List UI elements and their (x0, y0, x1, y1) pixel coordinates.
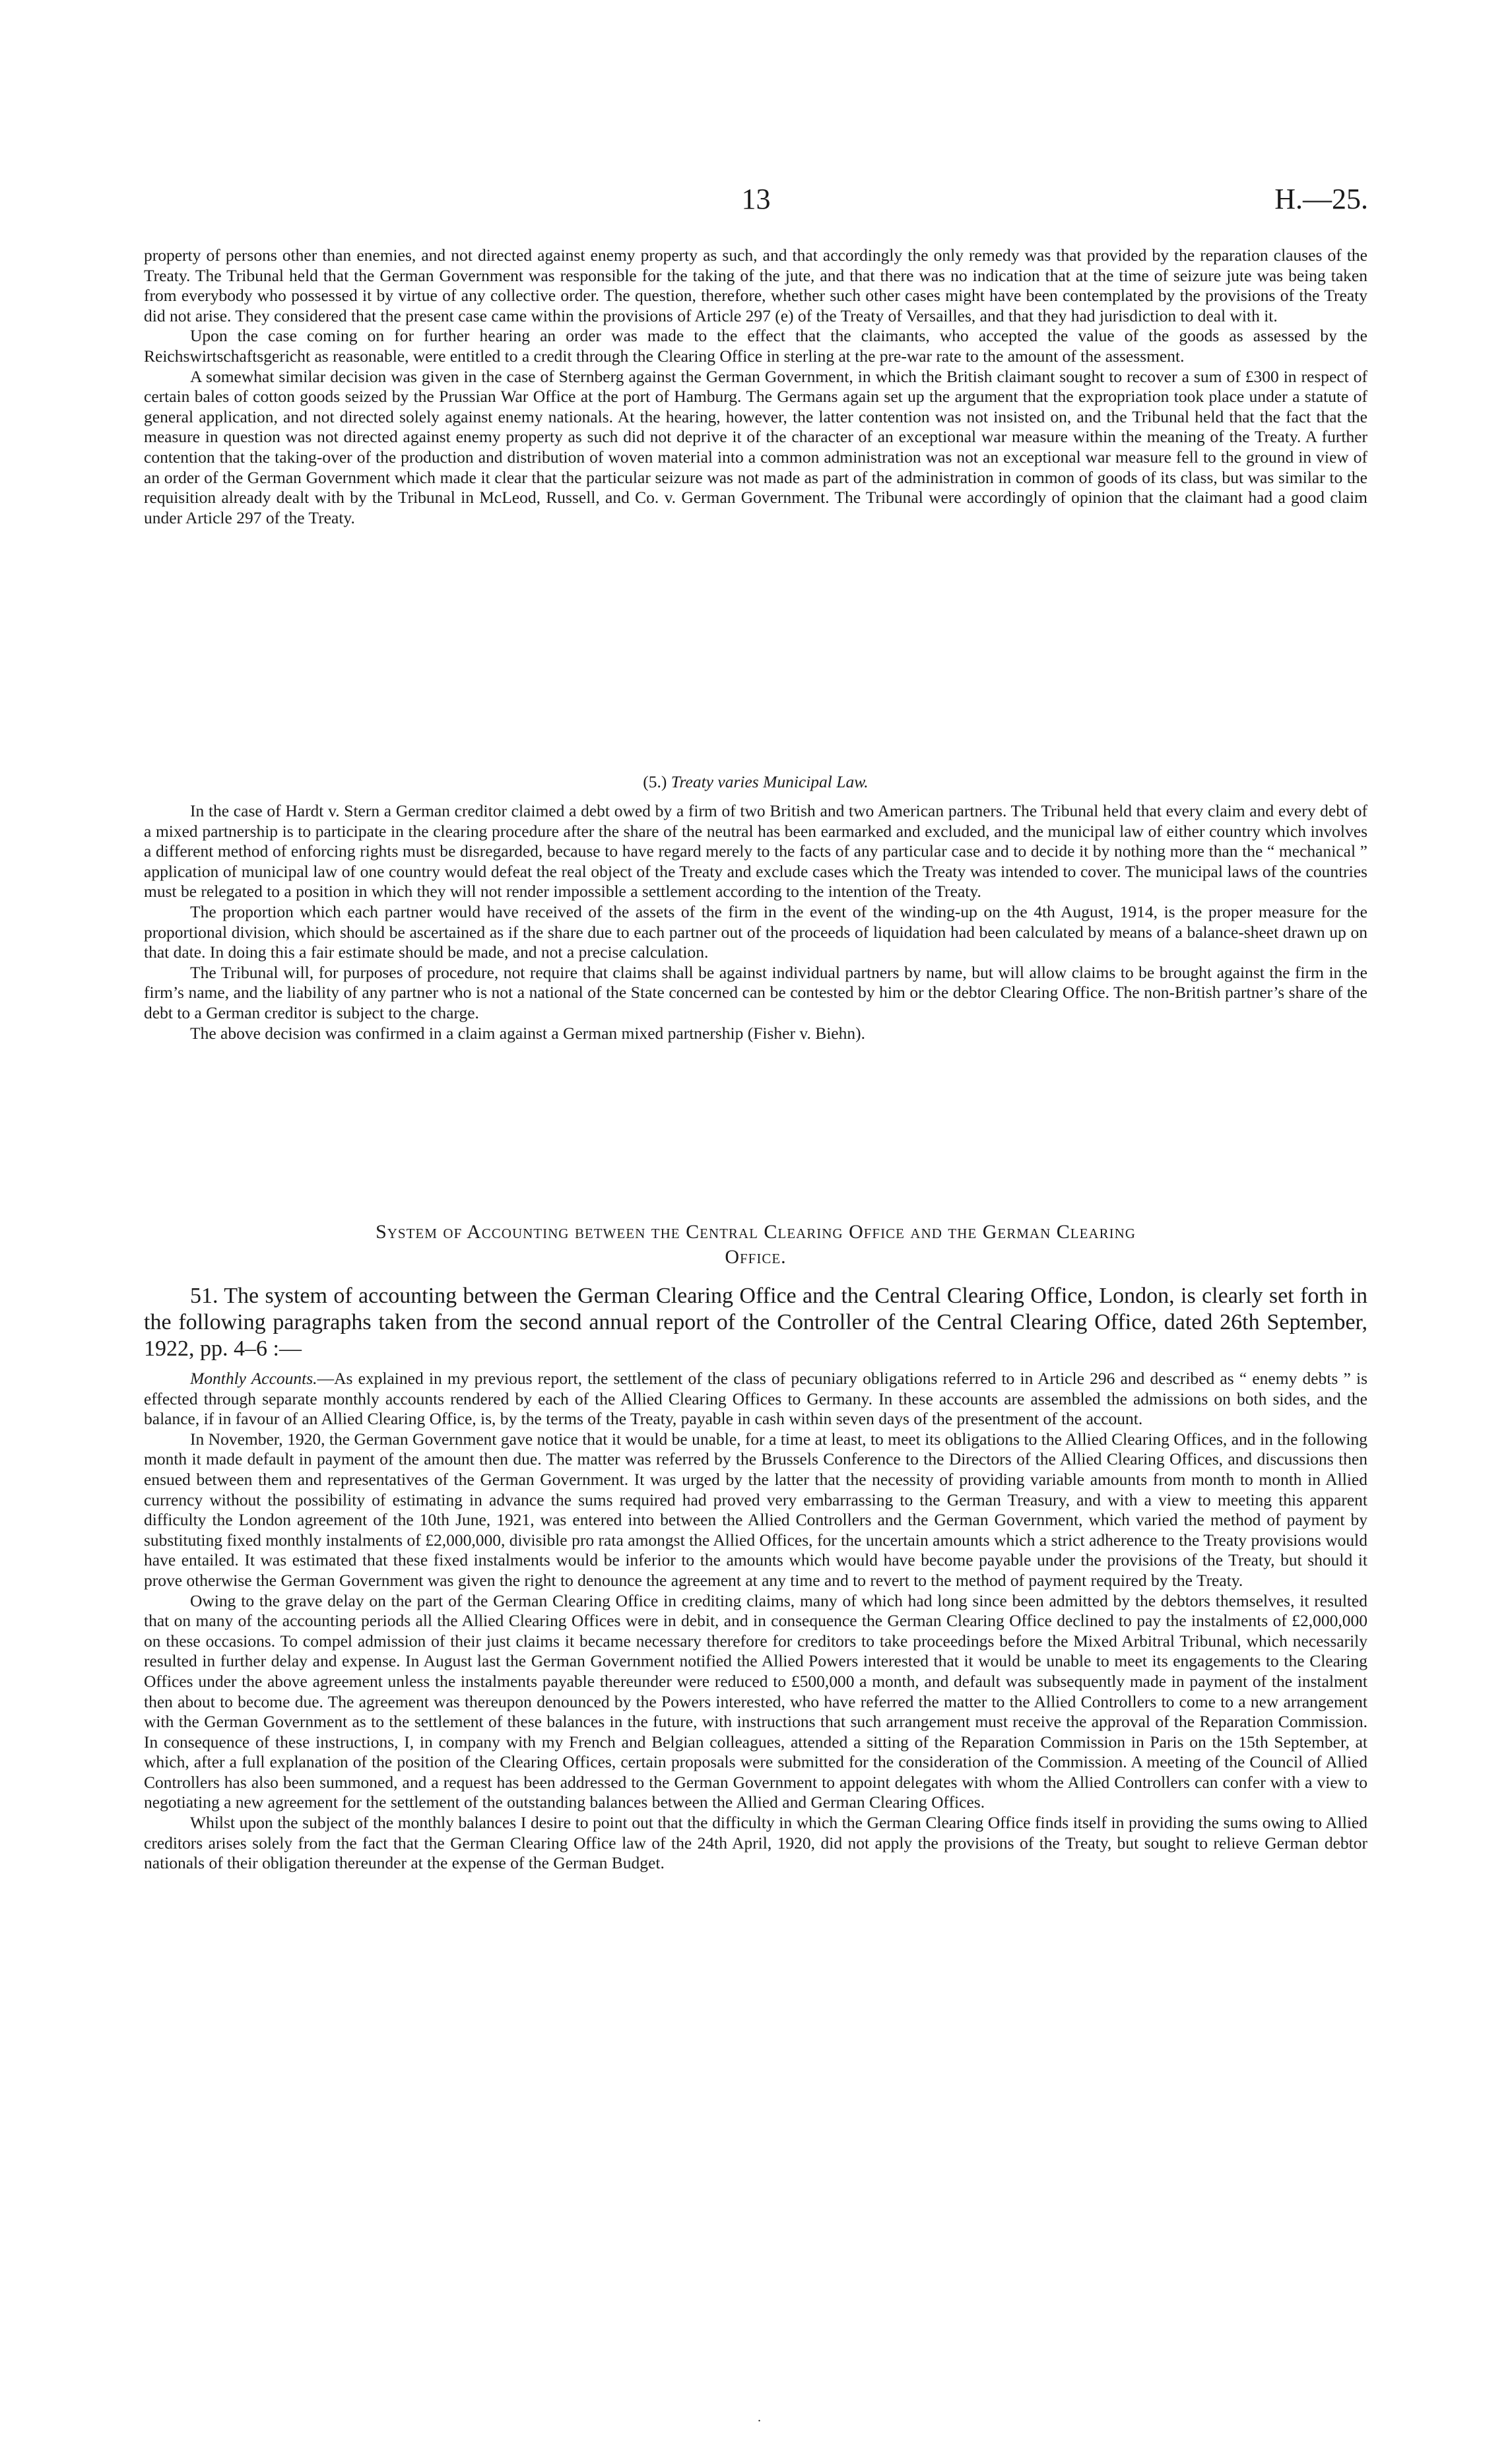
page-header (144, 177, 1368, 223)
footer-mark: . (758, 2410, 761, 2425)
paragraph: A somewhat similar decision was given in the case of Sternberg against the German Government, in which the British claimant sought to recover a sum of £300 in respect of certain bales of cotton goods seized by the Prussian War Office at the port of Hamburg. The Germans again set up the argument that the expropriation took place under a statute of general application, and not directed solely against enemy nationals. At the hearing, however, the latter contention was not insisted on, and the Tribunal held that the fact that the measure in question was not directed against enemy property as such did not deprive it of the character of an exceptional war measure within the meaning of the Treaty. A further contention that the taking-over of the production and distribution of woven material into a common administration was not an exceptional war measure fell to the ground in view of an order of the German Government which made it clear that the particular seizure was not made as part of the administration in common of goods of its class, but was similar to the requisition already dealt with by the Tribunal in McLeod, Russell, and Co. v. German Government. The Tribunal were accordingly of opinion that the claimant had a good claim under Article 297 of the Treaty. (144, 366, 1367, 527)
document-reference: H.—25. (1274, 183, 1368, 215)
paragraph: Owing to the grave delay on the part of the German Clearing Office in crediting claims, many of which had long since been admitted by the debtors themselves, it resulted that on many of the accounting periods all the Allied Clearing Offices were in debit, and in consequence the German Clearing Office declined to pay the instalments of £2,000,000 on these occasions. To compel admission of their just claims it became necessary therefore for creditors to take proceedings before the Mixed Arbitral Tribunal, which necessarily resulted in further delay and expense. In August last the German Government notified the Allied Powers interested that it would be unable to meet its engagements to the Clearing Offices under the above agreement unless the instalments payable thereunder were reduced to £500,000 a month, and default was subsequently made in payment of the instalment then about to become due. The agreement was thereupon denounced by the Powers interested, who have referred the matter to the Allied Controllers to come to a new arrangement with the German Government as to the settlement of these balances in the future, with instructions that such arrangement must receive the approval of the Reparation Commission. In consequence of these instructions, I, in company with my French and Belgian colleagues, attended a sitting of the Reparation Commission in Paris on the 15th September, at which, after a full explanation of the position of the Clearing Offices, certain proposals were submitted for the consideration of the Commission. A meeting of the Council of Allied Controllers has also been summoned, and a request has been addressed to the German Government to appoint delegates with whom the Allied Controllers can confer with a view to negotiating a new agreement for the settlement of the outstanding balances between the Allied and German Clearing Offices. (144, 1591, 1367, 1812)
section-heading-line-1: System of Accounting between the Central Clearing Office and the German Clearing (376, 1221, 1136, 1243)
section-heading-line-2: Office. (725, 1246, 787, 1268)
paragraph-text: —As explained in my previous report, the settlement of the class of pecuniary obligations referred to in Article 296 and described as “ enemy debts ” is effected through separate monthly accounts rendered by each of the Allied Clearing Offices to Germany. In these accounts are assembled the admissions on both sides, and the balance, if in favour of an Allied Clearing Office, is, by the terms of the Treaty, payable in cash within seven days of the presentment of the account. (144, 1369, 1368, 1429)
paragraph: property of persons other than enemies, and not directed against enemy property as such, and that accordingly the only remedy was that provided by the reparation clauses of the Treaty. The Tribunal held that the German Government was responsible for the taking of the jute, and that there was no indication that at the time of seizure jute was being taken from everybody who possessed it by virtue of any collective order. The question, therefore, whether such other cases might have been contemplated by the provisions of the Treaty did not arise. They considered that the present case came within the provisions of Article 297 (e) of the Treaty of Versailles, and that they had jurisdiction to deal with it. (144, 246, 1367, 325)
intro-paragraph: 51. The system of accounting between the German Clearing Office and the Central Clearing Office, London, is clearly set forth in the following paragraphs taken from the second annual report of the Controller of the Central Clearing Office, dated 26th September, 1922, pp. 4–6 :— (144, 1284, 1367, 1361)
sub-heading (144, 772, 1367, 792)
paragraph: Upon the case coming on for further hearing an order was made to the effect that the claimants, who accepted the value of the goods as assessed by the Reichswirtschaftsgericht as reasonable, were entitled to a credit through the Clearing Office in sterling at the pre-war rate to the amount of the assessment. (144, 326, 1367, 366)
sub-heading-title: Treaty varies Municipal Law. (671, 772, 869, 791)
sub-heading-number: (5.) (643, 772, 667, 791)
page-number: 13 (741, 183, 771, 215)
section-jute-case (144, 246, 1367, 528)
paragraph: The proportion which each partner would have received of the assets of the firm in the event of the winding-up on the 4th August, 1914, is the proper measure for the proportional division, which should be ascertained as if the share due to each partner out of the proceeds of liquidation had been calculated by means of a balance-sheet drawn up on that date. In doing this a fair estimate should be made, and not a precise calculation. (144, 902, 1367, 962)
paragraph: The Tribunal will, for purposes of procedure, not require that claims shall be against individual partners by name, but will allow claims to be brought against the firm in the firm’s name, and the liability of any partner who is not a national of the State concerned can be contested by him or the debtor Clearing Office. The non-British partner’s share of the debt to a German creditor is subject to the charge. (144, 962, 1367, 1022)
paragraph: In the case of Hardt v. Stern a German creditor claimed a debt owed by a firm of two British and two American partners. The Tribunal held that every claim and every debt of a mixed partnership is to participate in the clearing procedure after the share of the neutral has been earmarked and excluded, and the municipal law of either country which involves a different method of enforcing rights must be disregarded, because to have regard merely to the facts of any particular case and to decide it by nothing more than the “ mechanical ” application of municipal law of one country would defeat the real object of the Treaty and exclude cases which the Treaty was intended to cover. The municipal laws of the countries must be relegated to a position in which they will not render impossible a settlement according to the intention of the Treaty. (144, 801, 1367, 902)
section-treaty-varies-municipal-law (144, 772, 1367, 1043)
section-system-of-accounting (144, 1220, 1367, 1874)
paragraph: Whilst upon the subject of the monthly balances I desire to point out that the difficulty in which the German Clearing Office finds itself in providing the sums owing to Allied creditors arises solely from the fact that the German Clearing Office law of the 24th April, 1920, did not apply the provisions of the Treaty, but sought to relieve German debtor nationals of their obligation thereunder at the expense of the German Budget. (144, 1813, 1367, 1873)
paragraph: In November, 1920, the German Government gave notice that it would be unable, for a time at least, to meet its obligations to the Allied Clearing Offices, and in the following month it made default in payment of the amount then due. The matter was referred by the Brussels Conference to the Directors of the Allied Clearing Offices, and discussions then ensued between them and representatives of the German Government. It was urged by the latter that the necessity of providing variable amounts from month to month in Allied currency without the possibility of estimating in advance the sums required had proved very embarrassing to the German Treasury, and with a view to meeting this apparent difficulty the London agreement of the 10th June, 1921, was entered into between the Allied Controllers and the German Government, which varied the method of payment by substituting fixed monthly instalments of £2,000,000, divisible pro rata amongst the Allied Offices, for the uncertain amounts which a strict adherence to the Treaty provisions would have entailed. It was estimated that these fixed instalments would be inferior to the amounts which would have become payable under the provisions of the Treaty, but should it prove otherwise the German Government was given the right to denounce the agreement at any time and to revert to the method of payment required by the Treaty. (144, 1429, 1367, 1590)
paragraph: The above decision was confirmed in a claim against a German mixed partnership (Fisher v. Biehn). (190, 1023, 865, 1043)
run-in-heading: Monthly Accounts. (190, 1369, 317, 1388)
paragraph-monthly-accounts (144, 1369, 1367, 1429)
